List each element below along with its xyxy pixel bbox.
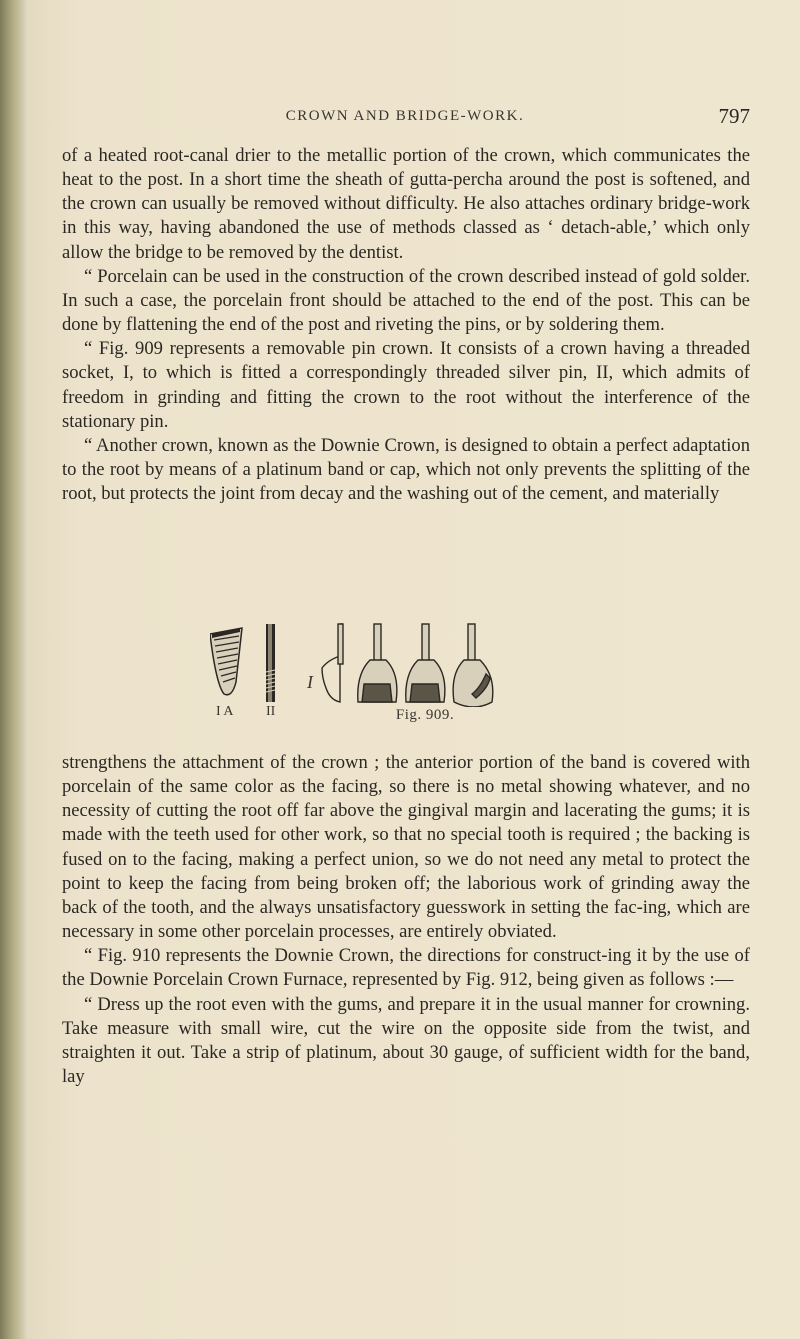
running-head: CROWN AND BRIDGE-WORK. — [285, 108, 525, 124]
figure-caption: Fig. 909. — [395, 707, 455, 723]
page-number: 797 — [718, 104, 750, 128]
paragraph: “ Porcelain can be used in the construction of the crown described instead of gold solder. In such a case, the porcelain front should be attached to the end of the post. This can be done by flattening the end of the post and riveting the pins, or by soldering them. — [62, 265, 750, 336]
text-block-bottom — [62, 751, 750, 1089]
figure-label-i: I — [307, 672, 313, 692]
paragraph: strengthens the attachment of the crown ; the anterior portion of the band is covered with porcelain of the same color as the facing, so there is no metal showing whatever, and no necessity of cutting the root off far above the gingival margin and lacerating the gums; it is made with the teeth used for other work, so that no special tooth is required ; the backing is fused on to the facing, making a perfect union, so we do not need any metal to protect the point to keep the facing from being broken off; the laborious work of grinding away the back of the tooth, and the always unsatisfactory guesswork in setting the fac-ing, which are necessary in some other porcelain processes, are entirely obviated. — [62, 752, 750, 943]
pin-ii-drawing — [266, 624, 275, 702]
paragraph: “ Fig. 910 represents the Downie Crown, the directions for construct-ing it by the use of the Downie Porcelain Crown Furnace, represented by Fig. 912, being given as follows :— — [62, 945, 750, 991]
crown-illustration — [210, 622, 610, 707]
crown-series-drawing — [358, 624, 493, 707]
paragraph: “ Dress up the root even with the gums, and prepare it in the usual manner for crowning. Take measure with small wire, cut the wire on the opposite side from the twist, and straighten it out. Take a strip of platinum, about 30 gauge, of sufficient width for the band, lay — [62, 993, 750, 1088]
figure-909 — [210, 622, 610, 732]
figure-label-ia: I A — [216, 704, 234, 719]
page-header — [60, 104, 750, 134]
paragraph: “ Fig. 909 represents a removable pin crown. It consists of a crown having a threaded socket, I, to which is fitted a correspondingly threaded silver pin, II, which admits of freedom in grinding and fitting the crown to the root without the interference of the stationary pin. — [62, 338, 750, 432]
figure-label-ii: II — [266, 704, 276, 719]
page-binding-edge — [0, 0, 26, 1339]
paragraph: of a heated root-canal drier to the metallic portion of the crown, which communicates the heat to the post. In a short time the sheath of gutta-percha around the post is softened, and the crown can usually be removed without difficulty. He also attaches ordinary bridge-work in this way, having abandoned the use of methods classed as ‘ detach-able,’ which only allow the bridge to be removed by the dentist. — [62, 145, 750, 263]
paragraph: “ Another crown, known as the Downie Crown, is designed to obtain a perfect adaptation to the root by means of a platinum band or cap, which not only prevents the splitting of the root, but protects the joint from decay and the washing out of the cement, and materially — [62, 434, 750, 505]
crown-i-drawing — [322, 624, 343, 702]
text-block-top — [62, 144, 750, 506]
crown-ia-drawing — [210, 628, 242, 695]
